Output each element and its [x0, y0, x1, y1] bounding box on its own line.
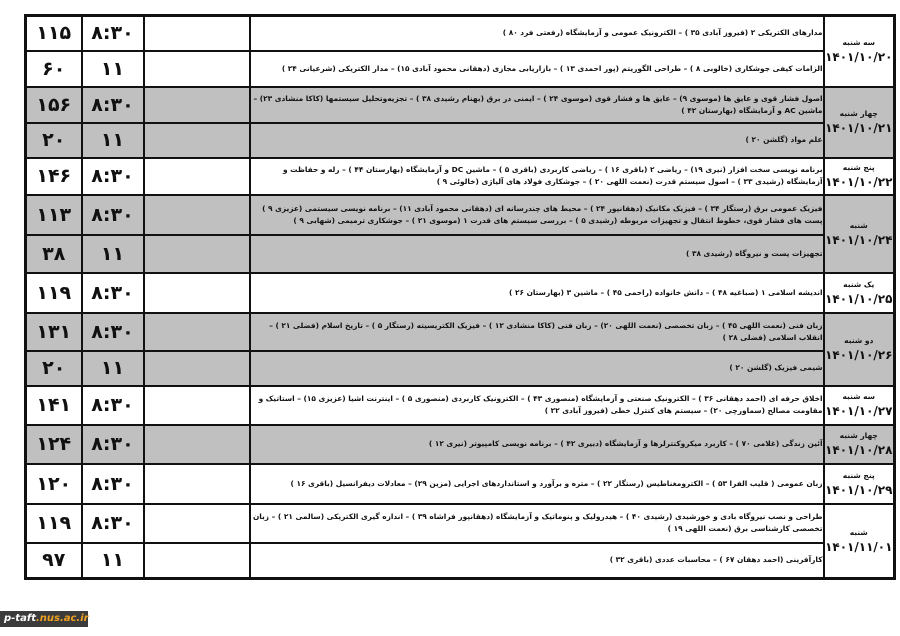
- course-list: شیمی فیزیک (گلشن ۲۰ ): [250, 351, 824, 386]
- exam-time: ۸:۳۰: [82, 195, 144, 235]
- course-list: زبان عمومی ( قلیب الفرا ۵۳ ) – الکترومغناطیس (رستگار ۲۲ ) – متره و برآورد و استانداردهای اجرایی (مزین ۲۹) – معادلات دیفرانسیل (باقری ۱۶ ): [250, 464, 824, 504]
- day-name: چهار شنبه: [839, 109, 878, 118]
- student-count: ۱۳۱: [26, 313, 82, 351]
- empty-cell: [144, 123, 250, 158]
- student-count: ۲۰: [26, 351, 82, 386]
- schedule-row: [26, 464, 895, 504]
- day-name: پنج شنبه: [842, 470, 875, 480]
- exam-schedule-table: [24, 14, 896, 580]
- empty-cell: [144, 235, 250, 273]
- student-count: ۱۴۱: [26, 386, 82, 425]
- exam-date: ۱۴۰۱/۱۰/۲۶: [825, 348, 893, 362]
- exam-time: ۸:۳۰: [82, 386, 144, 425]
- day-date-cell: [824, 504, 895, 579]
- schedule-row: [26, 195, 895, 235]
- exam-schedule-sheet: [24, 14, 893, 580]
- course-list: فیزیک عمومی برق (رستگار ۳۴ ) – فیزیک مکانیک (دهقانپور ۲۴ ) – محیط های چندرسانه ای (دهقانی محمود آبادی ۱۱) – برنامه نویسی سیستمی (عزیزی ۹ ) پست های فشار قوی، خطوط انتقال و تجهیزات مربوطه (رشیدی ۵ ) – بررسی سیستم های قدرت ۱ (موسوی ۲۱ ) – جوشکاری ترمیمی (شهابی ۹ ): [250, 195, 824, 235]
- empty-cell: [144, 351, 250, 386]
- empty-cell: [144, 87, 250, 123]
- day-date-cell: [824, 158, 895, 195]
- exam-time: ۸:۳۰: [82, 425, 144, 464]
- day-name: شنبه: [849, 527, 868, 537]
- watermark-part2: .nus.ac.ir: [35, 613, 89, 624]
- course-list: طراحی و نصب نیروگاه بادی و خورشیدی (رشیدی ۴۰ ) – هیدرولیک و پنوماتیک و آزمایشگاه (دهقانپور فراشاه ۳۹ ) – اندازه گیری الکتریکی (سالمی ۲۱ ) – زبان تخصصی کارشناسی برق (نعمت اللهی ۱۹ ): [250, 504, 824, 543]
- schedule-row: [26, 313, 895, 351]
- empty-cell: [144, 425, 250, 464]
- course-list: علم مواد (گلشن ۲۰ ): [250, 123, 824, 158]
- day-date-cell: [824, 464, 895, 504]
- exam-time: ۸:۳۰: [82, 273, 144, 313]
- day-name: دو شنبه: [844, 336, 874, 345]
- schedule-row: [26, 386, 895, 425]
- course-list: مدارهای الکتریکی ۲ (فیروز آبادی ۳۵ ) – الکترونیک عمومی و آزمایشگاه (رفعتی فرد ۸۰ ): [250, 16, 824, 51]
- course-list: الزامات کیفی جوشکاری (خالوبی ۸ ) – طراحی الگوریتم (پور احمدی ۱۳ ) – بازاریابی مجازی (دهقانی محمود آبادی ۱۵) – مدار الکتریکی (شرعیانی ۲۴ ): [250, 51, 824, 87]
- empty-cell: [144, 464, 250, 504]
- day-date-cell: [824, 313, 895, 386]
- empty-cell: [144, 504, 250, 543]
- student-count: ۱۱۳: [26, 195, 82, 235]
- empty-cell: [144, 543, 250, 579]
- student-count: ۲۰: [26, 123, 82, 158]
- empty-cell: [144, 195, 250, 235]
- day-date-cell: [824, 273, 895, 313]
- exam-time: ۸:۳۰: [82, 158, 144, 195]
- exam-date: ۱۴۰۱/۱۰/۲۷: [825, 404, 893, 418]
- student-count: ۱۱۹: [26, 273, 82, 313]
- day-date-cell: [824, 425, 895, 464]
- empty-cell: [144, 158, 250, 195]
- empty-cell: [144, 386, 250, 425]
- schedule-row: [26, 543, 895, 579]
- student-count: ۱۱۹: [26, 504, 82, 543]
- exam-time: ۸:۳۰: [82, 87, 144, 123]
- student-count: ۹۷: [26, 543, 82, 579]
- exam-time: ۱۱: [82, 123, 144, 158]
- empty-cell: [144, 273, 250, 313]
- course-list: زبان فنی (نعمت اللهی ۴۵ ) – زبان تخصصی (نعمت اللهی ۲۰) – زبان فنی (کاکا منشادی ۱۲ ) – فیزیک الکتریسیته (رستگار ۵ ) – تاریخ اسلام (فضلی ۲۱ ) – انقلاب اسلامی (فضلی ۲۸ ): [250, 313, 824, 351]
- schedule-row: [26, 273, 895, 313]
- course-list: کارآفرینی (احمد دهقان ۶۷ ) – محاسبات عددی (باقری ۳۲ ): [250, 543, 824, 579]
- site-watermark-logo: [0, 611, 88, 627]
- day-name: شنبه: [849, 220, 868, 230]
- exam-date: ۱۴۰۱/۱۱/۰۱: [825, 539, 893, 554]
- course-list: اندیشه اسلامی ۱ (صباغیه ۴۸ ) – دانش خانواده (راحمی ۴۵ ) – ماشین ۳ (بهارستان ۲۶ ): [250, 273, 824, 313]
- empty-cell: [144, 51, 250, 87]
- exam-date: ۱۴۰۱/۱۰/۲۸: [825, 443, 893, 457]
- schedule-row: [26, 158, 895, 195]
- day-name: سه شنبه: [842, 392, 876, 401]
- exam-time: ۱۱: [82, 235, 144, 273]
- schedule-row: [26, 16, 895, 51]
- student-count: ۱۱۵: [26, 16, 82, 51]
- schedule-row: [26, 87, 895, 123]
- day-date-cell: [824, 16, 895, 87]
- course-list: برنامه نویسی سخت افزار (نیری ۱۹) – ریاضی ۲ (باقری ۱۶ ) – ریاضی کاربردی (باقری ۵ ) – ماشین DC و آزمایشگاه (بهارستان ۴۴ ) – رله و حفاظت و آزمایشگاه (رشیدی ۳۳ ) – اصول سیستم قدرت (نعمت اللهی ۲۰ ) – جوشکاری فولاد های آلیاژی (خالوئی ۹ ): [250, 158, 824, 195]
- exam-date: ۱۴۰۱/۱۰/۲۹: [825, 482, 893, 497]
- schedule-row: [26, 235, 895, 273]
- exam-time: ۸:۳۰: [82, 464, 144, 504]
- watermark-part1: p-taft: [4, 613, 36, 624]
- exam-date: ۱۴۰۱/۱۰/۲۵: [825, 291, 893, 306]
- exam-time: ۱۱: [82, 51, 144, 87]
- exam-time: ۸:۳۰: [82, 16, 144, 51]
- student-count: ۳۸: [26, 235, 82, 273]
- exam-time: ۱۱: [82, 351, 144, 386]
- schedule-row: [26, 51, 895, 87]
- exam-time: ۸:۳۰: [82, 504, 144, 543]
- course-list: اصول فشار قوی و عایق ها (موسوی ۹) – عایق ها و فشار قوی (موسوی ۲۴ ) – ایمنی در برق (بهنام رشیدی ۳۸ ) – تجزیه‌وتحلیل سیستمها (کاکا منشادی ۲۳) – ماشین AC و آزمایشگاه (بهارستان ۴۲ ): [250, 87, 824, 123]
- student-count: ۶۰: [26, 51, 82, 87]
- exam-date: ۱۴۰۱/۱۰/۲۲: [825, 175, 893, 189]
- schedule-row: [26, 425, 895, 464]
- schedule-row: [26, 123, 895, 158]
- course-list: اخلاق حرفه ای (احمد دهقانی ۳۶ ) – الکترونیک صنعتی و آزمایشگاه (منصوری ۴۳ ) – الکترونیک کاربردی (منصوری ۵ ) – اینترنت اشیا (عزیزی ۱۵) – استاتیک و مقاومت مصالح (سماورچی ۲۰) – سیستم های کنترل خطی (فیروز آبادی ۲۲ ): [250, 386, 824, 425]
- empty-cell: [144, 313, 250, 351]
- exam-date: ۱۴۰۱/۱۰/۲۴: [825, 232, 893, 247]
- course-list: آئین زندگی (غلامی ۷۰ ) – کاربرد میکروکنترلرها و آزمایشگاه (دبیری ۴۲ ) – برنامه نویسی کامپیوتر (نیری ۱۲ ): [250, 425, 824, 464]
- student-count: ۱۲۴: [26, 425, 82, 464]
- exam-time: ۱۱: [82, 543, 144, 579]
- day-date-cell: [824, 386, 895, 425]
- student-count: ۱۲۰: [26, 464, 82, 504]
- day-name: سه شنبه: [842, 38, 876, 48]
- exam-date: ۱۴۰۱/۱۰/۲۱: [825, 121, 893, 135]
- student-count: ۱۵۶: [26, 87, 82, 123]
- schedule-row: [26, 351, 895, 386]
- student-count: ۱۴۶: [26, 158, 82, 195]
- day-date-cell: [824, 87, 895, 158]
- exam-time: ۸:۳۰: [82, 313, 144, 351]
- schedule-row: [26, 504, 895, 543]
- day-name: یک شنبه: [843, 279, 875, 289]
- day-date-cell: [824, 195, 895, 273]
- exam-date: ۱۴۰۱/۱۰/۲۰: [825, 50, 893, 65]
- empty-cell: [144, 16, 250, 51]
- day-name: چهار شنبه: [839, 431, 878, 440]
- day-name: پنج شنبه: [842, 163, 875, 172]
- course-list: تجهیزات پست و نیروگاه (رشیدی ۳۸ ): [250, 235, 824, 273]
